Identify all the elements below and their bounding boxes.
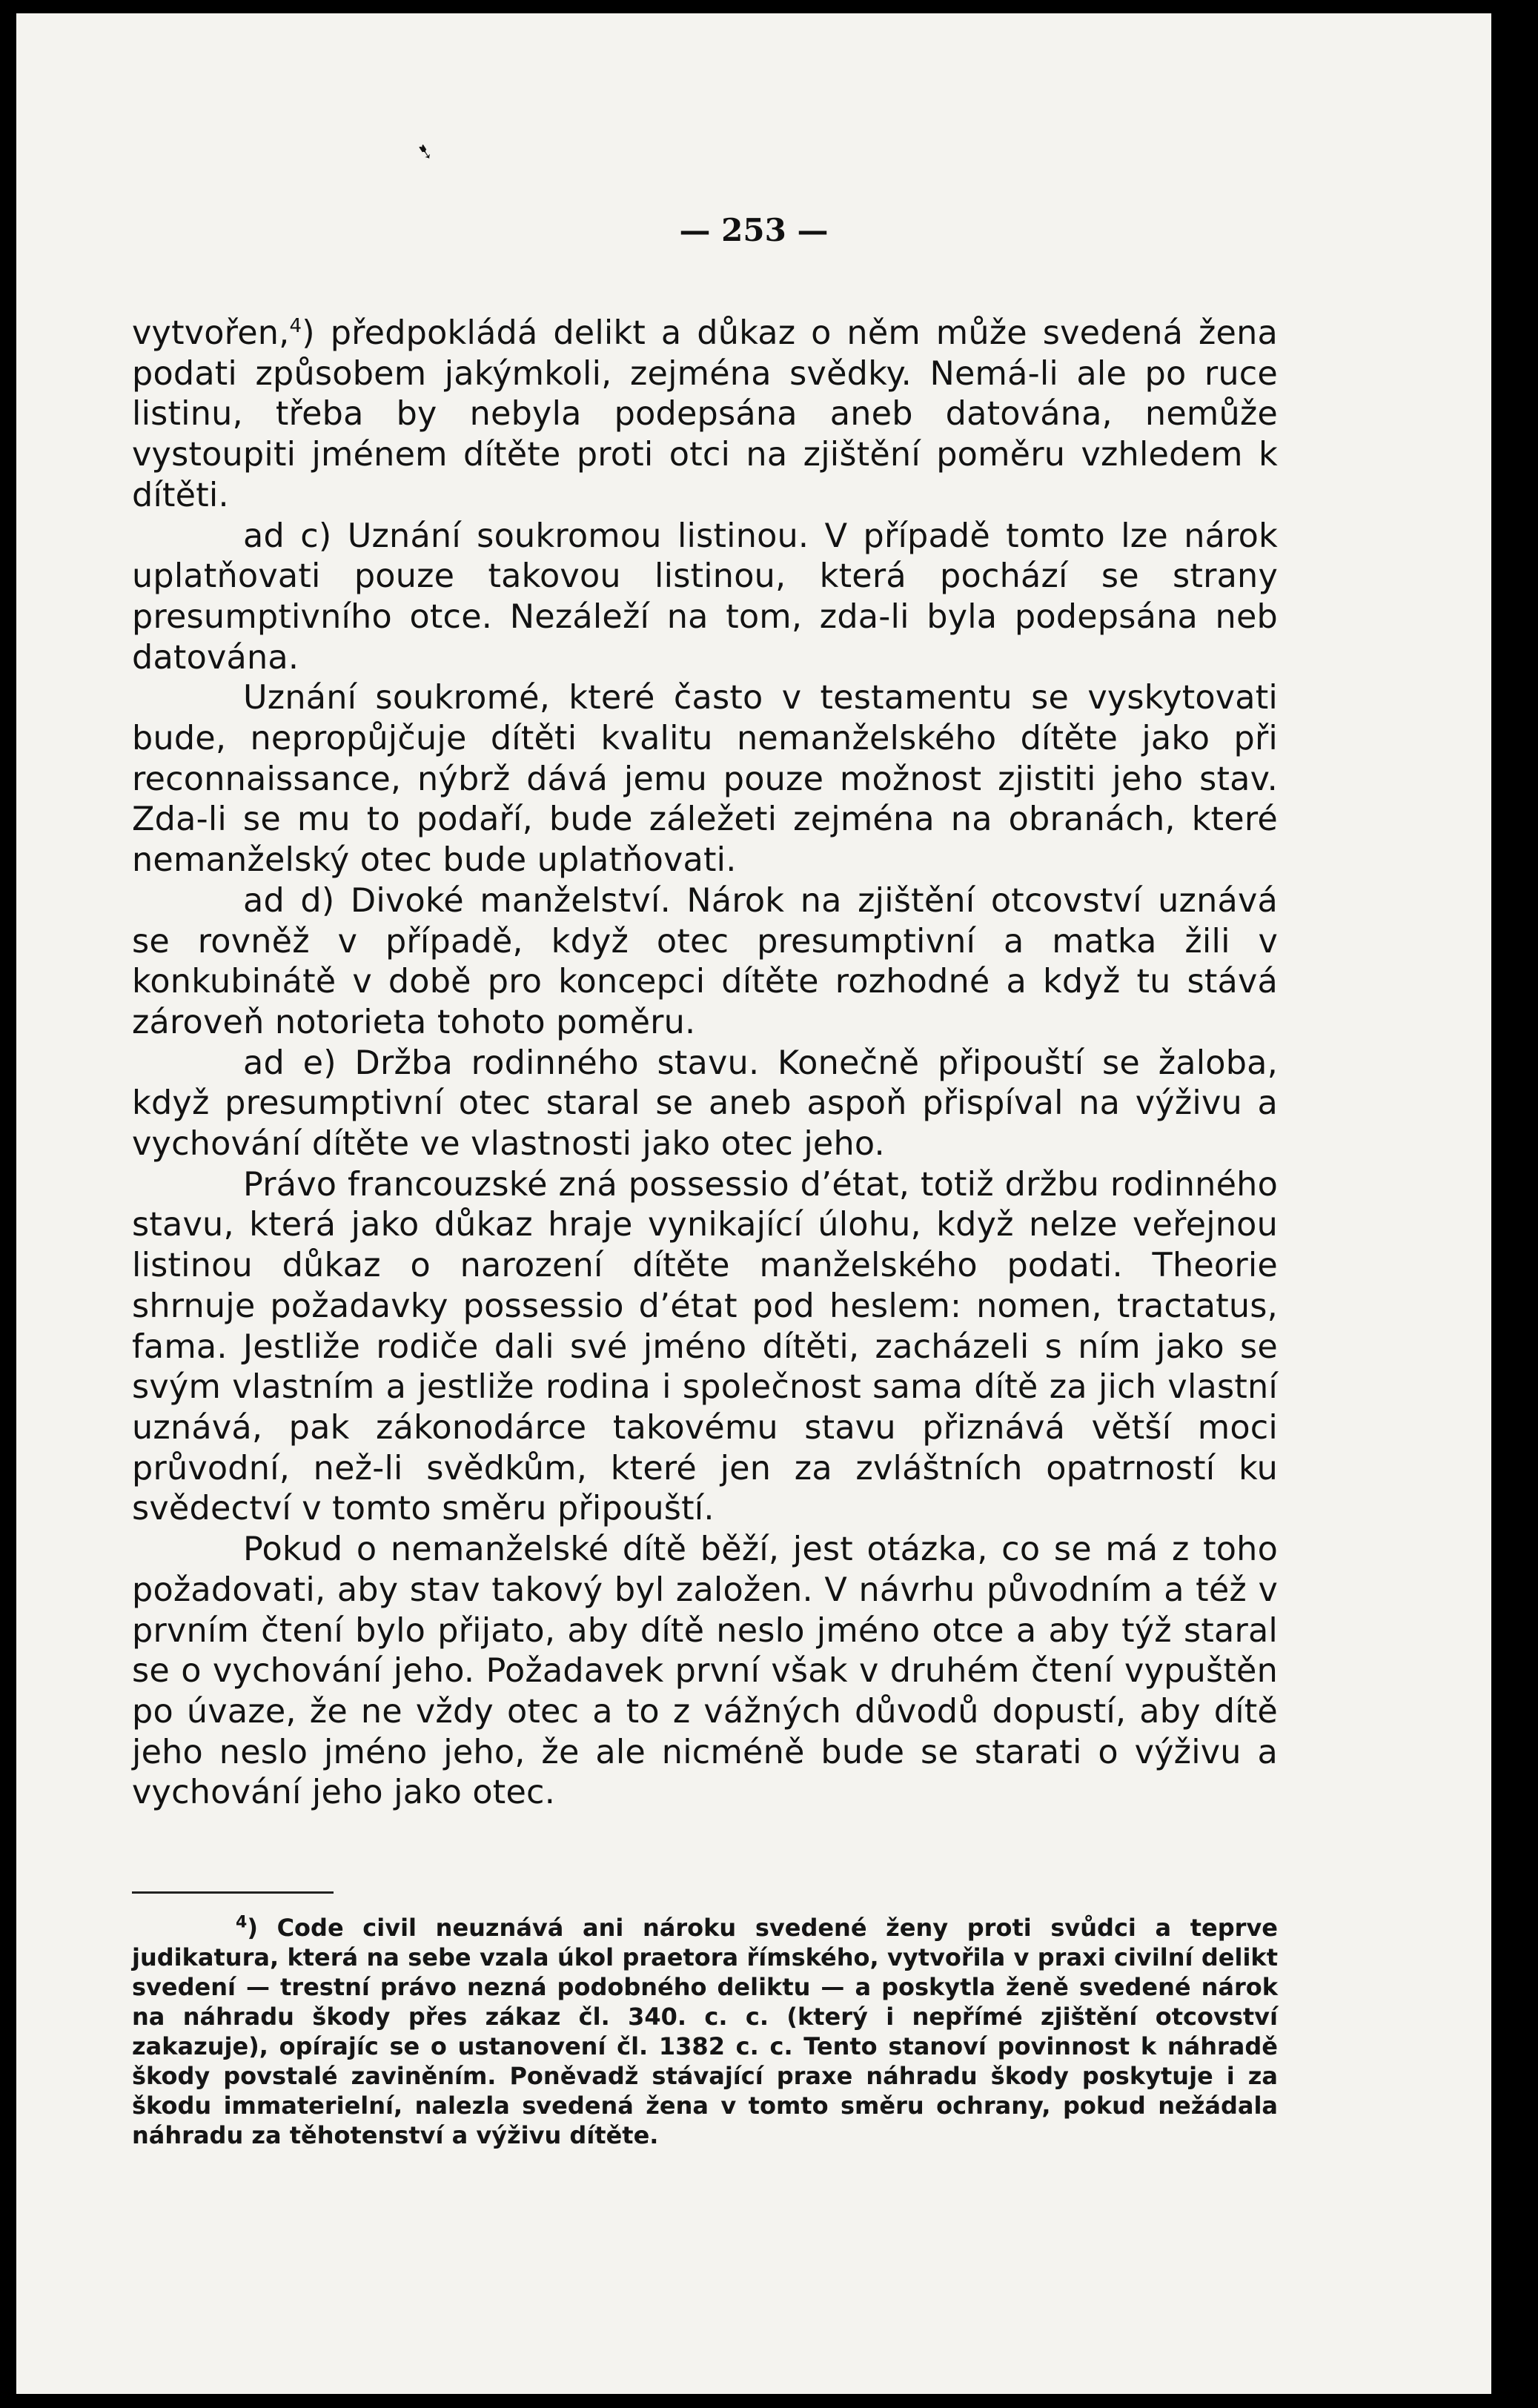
paragraph-ad-d: ad d) Divoké manželství. Nárok na zjištění otcovství uznává se rovněž v případě, když otec presumptivní a matka žili v konkubinátě v době pro koncepci dítěte rozhodné a když tu stává zároveň notorieta tohoto poměru. <box>132 881 1278 1041</box>
main-text <box>132 314 1278 1814</box>
paragraph-french-law: Právo francouzské zná possessio d’état, totiž držbu rodinného stavu, která jako důkaz hraje vynikající úlohu, když nelze veřejnou listinou důkaz o narození dítěte manželského podati. Theorie shrnuje požadavky possessio d’état pod heslem: nomen, tractatus, fama. Jestliže rodiče dali své jméno dítěti, zacházeli s ním jako se svým vlastním a jestliže rodina i společnost sama dítě za jich vlastní uznává, pak zákonodárce takovému stavu přiznává větší moci průvodní, než-li svědkům, které jen za zvláštních opatrností ku svědectví v tomto směru připouští. <box>132 1165 1278 1528</box>
footnote-reference[interactable]: 4 <box>289 315 302 338</box>
footnote <box>132 1913 1278 2150</box>
printer-ornament: ➷ <box>414 137 437 166</box>
page-number: — 253 — <box>679 212 829 248</box>
paragraph-1: vytvořen,$^4$) předpokládá delikt a důkaz o něm může svedená žena podati způsobem jakýmkoli, zejména svědky. Nemá-li ale po ruce listinu, třeba by nebyla podepsána aneb datována, nemůže vystoupiti jménem dítěte proti otci na zjištění poměru vzhledem k dítěti. <box>132 314 1278 514</box>
paragraph-ad-c: ad c) Uznání soukromou listinou. V případě tomto lze nárok uplatňovati pouze takovou listinou, která pochází se strany presumptivního otce. Nezáleží na tom, zda-li byla podepsána neb datována. <box>132 517 1278 677</box>
footnote-mark: 4 <box>236 1913 248 1932</box>
paragraph-private-acknowledgement: Uznání soukromé, které často v testamentu se vyskytovati bude, nepropůjčuje dítěti kvalitu nemanželského dítěte jako při reconnaissance, nýbrž dává jemu pouze možnost zjistiti jeho stav. Zda-li se mu to podaří, bude záležeti zejména na obranách, které nemanželský otec bude uplatňovati. <box>132 679 1278 880</box>
paragraph-ad-e: ad e) Držba rodinného stavu. Konečně připouští se žaloba, když presumptivní otec staral se aneb aspoň přispíval na výživu a vychování dítěte ve vlastnosti jako otec jeho. <box>132 1044 1278 1164</box>
paragraph-illegitimate-child: Pokud o nemanželské dítě běží, jest otázka, co se má z toho požadovati, aby stav takový byl založen. V návrhu původním a též v prvním čtení bylo přijato, aby dítě neslo jméno otce a aby týž staral se o vychování jeho. Požadavek první však v druhém čtení vypuštěn po úvaze, že ne vždy otec a to z vážných důvodů dopustí, aby dítě jeho neslo jméno jeho, že ale nicméně bude se starati o výživu a vychování jeho jako otec. <box>132 1530 1278 1812</box>
book-page <box>16 13 1491 2394</box>
footnote-text: ) Code civil neuznává ani nároku svedené ženy proti svůdci a teprve judikatura, která na sebe vzala úkol praetora římského, vytvořila v praxi civilní delikt svedení — trestní právo nezná podobného deliktu — a poskytla ženě svedené nárok na náhradu škody přes zákaz čl. 340. c. c. (který i nepřímé zjištění otcovství zakazuje), opírajíc se o ustanovení čl. 1382 c. c. Tento stanoví povinnost k náhradě škody povstalé zaviněním. Poněvadž stávající praxe náhradu škody poskytuje i za škodu immaterielní, nalezla svedená žena v tomto směru ochrany, pokud nežádala náhradu za těhotenství a výživu dítěte. <box>132 1914 1278 2149</box>
footnote-separator <box>132 1891 334 1894</box>
